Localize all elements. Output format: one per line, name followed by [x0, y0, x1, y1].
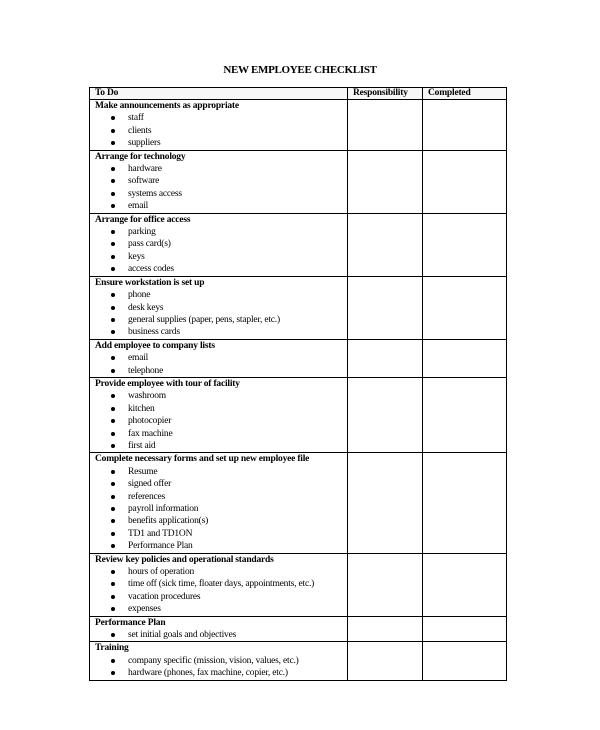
responsibility-cell[interactable]: [348, 339, 423, 377]
responsibility-cell[interactable]: [348, 553, 423, 616]
list-item: suppliers: [90, 137, 347, 149]
todo-cell: [90, 553, 348, 616]
responsibility-cell[interactable]: [348, 642, 423, 680]
list-item: hardware: [90, 163, 347, 175]
section-title: Complete necessary forms and set up new employee file: [95, 454, 310, 465]
list-item: access codes: [90, 263, 347, 275]
list-item: general supplies (paper, pens, stapler, etc.): [90, 314, 347, 326]
completed-cell[interactable]: [423, 616, 507, 642]
list-item: systems access: [90, 188, 347, 200]
list-item: time off (sick time, floater days, appointments, etc.): [90, 578, 347, 590]
todo-cell: [90, 100, 348, 151]
completed-cell[interactable]: [423, 100, 507, 151]
completed-cell[interactable]: [423, 339, 507, 377]
list-item: email: [90, 200, 347, 212]
section-title: Ensure workstation is set up: [95, 277, 205, 288]
todo-cell: [90, 150, 348, 213]
list-item: fax machine: [90, 428, 347, 440]
list-item: parking: [90, 226, 347, 238]
table-row: [90, 213, 507, 276]
list-item: hardware (phones, fax machine, copier, etc.): [90, 667, 347, 679]
list-item: payroll information: [90, 503, 347, 515]
responsibility-cell[interactable]: [348, 100, 423, 151]
table-row: [90, 453, 507, 553]
table-row: [90, 339, 507, 377]
item-list: [90, 466, 347, 553]
list-item: TD1 and TD1ON: [90, 528, 347, 540]
table-row: [90, 150, 507, 213]
todo-cell: [90, 377, 348, 452]
list-item: desk keys: [90, 302, 347, 314]
list-item: business cards: [90, 326, 347, 338]
list-item: vacation procedures: [90, 591, 347, 603]
checklist-body: [90, 100, 507, 681]
todo-cell: [90, 213, 348, 276]
todo-cell: [90, 642, 348, 680]
section-title: Review key policies and operational standards: [95, 554, 274, 565]
checklist-table: [89, 87, 507, 681]
todo-cell: [90, 616, 348, 642]
list-item: clients: [90, 125, 347, 137]
list-item: Performance Plan: [90, 540, 347, 552]
item-list: [90, 629, 347, 641]
list-item: washroom: [90, 390, 347, 402]
section-title: Add employee to company lists: [95, 340, 215, 351]
list-item: references: [90, 491, 347, 503]
column-header-completed: Completed: [423, 88, 507, 100]
responsibility-cell[interactable]: [348, 616, 423, 642]
completed-cell[interactable]: [423, 453, 507, 553]
todo-cell: [90, 339, 348, 377]
list-item: first aid: [90, 440, 347, 452]
item-list: [90, 655, 347, 680]
table-row: [90, 276, 507, 339]
responsibility-cell[interactable]: [348, 377, 423, 452]
section-title: Arrange for technology: [95, 151, 186, 162]
table-row: [90, 100, 507, 151]
list-item: keys: [90, 251, 347, 263]
list-item: signed offer: [90, 478, 347, 490]
item-list: [90, 163, 347, 213]
item-list: [90, 352, 347, 377]
list-item: pass card(s): [90, 238, 347, 250]
list-item: email: [90, 352, 347, 364]
responsibility-cell[interactable]: [348, 276, 423, 339]
section-title: Performance Plan: [95, 617, 166, 628]
list-item: phone: [90, 289, 347, 301]
list-item: telephone: [90, 365, 347, 377]
table-row: [90, 616, 507, 642]
item-list: [90, 289, 347, 339]
list-item: expenses: [90, 603, 347, 615]
list-item: photocopier: [90, 415, 347, 427]
todo-cell: [90, 276, 348, 339]
section-title: Training: [95, 643, 129, 654]
completed-cell[interactable]: [423, 642, 507, 680]
completed-cell[interactable]: [423, 377, 507, 452]
column-header-responsibility: Responsibility: [348, 88, 423, 100]
section-title: Make announcements as appropriate: [95, 101, 239, 111]
completed-cell[interactable]: [423, 553, 507, 616]
table-row: [90, 377, 507, 452]
column-header-todo: To Do: [90, 88, 348, 100]
completed-cell[interactable]: [423, 213, 507, 276]
document-title: NEW EMPLOYEE CHECKLIST: [223, 64, 377, 76]
responsibility-cell[interactable]: [348, 150, 423, 213]
item-list: [90, 566, 347, 616]
table-row: [90, 642, 507, 680]
list-item: staff: [90, 112, 347, 124]
table-row: [90, 553, 507, 616]
list-item: hours of operation: [90, 566, 347, 578]
list-item: Resume: [90, 466, 347, 478]
item-list: [90, 390, 347, 452]
item-list: [90, 226, 347, 276]
responsibility-cell[interactable]: [348, 453, 423, 553]
header-row: [90, 88, 507, 100]
completed-cell[interactable]: [423, 276, 507, 339]
list-item: company specific (mission, vision, values, etc.): [90, 655, 347, 667]
completed-cell[interactable]: [423, 150, 507, 213]
list-item: kitchen: [90, 403, 347, 415]
item-list: [90, 112, 347, 149]
list-item: software: [90, 175, 347, 187]
section-title: Provide employee with tour of facility: [95, 378, 240, 389]
section-title: Arrange for office access: [95, 214, 191, 225]
todo-cell: [90, 453, 348, 553]
list-item: benefits application(s): [90, 515, 347, 527]
responsibility-cell[interactable]: [348, 213, 423, 276]
list-item: set initial goals and objectives: [90, 629, 347, 641]
